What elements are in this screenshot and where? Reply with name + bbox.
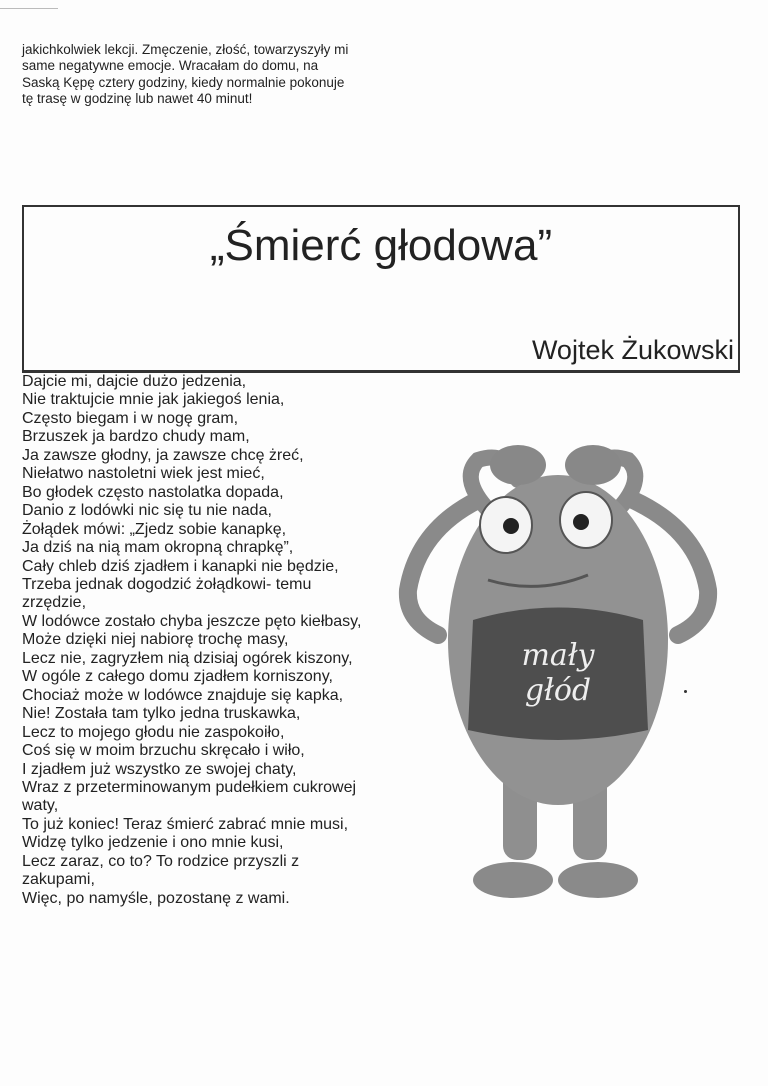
poem-body [22, 373, 361, 908]
poem-line: Chociaż może w lodówce znajduje się kapka, [22, 686, 344, 704]
intro-line: Saską Kępę cztery godziny, kiedy normalnie pokonuje [22, 74, 345, 90]
intro-line: tę trasę w godzinę lub nawet 40 minut! [22, 90, 253, 106]
poem-line: Lecz nie, zagryzłem nią dzisiaj ogórek kiszony, [22, 649, 353, 667]
poem-line: zrzędzie, [22, 594, 87, 612]
hungry-frog-illustration [398, 420, 728, 920]
poem-line: Więc, po namyśle, pozostanę z wami. [22, 889, 290, 907]
poem-line: zakupami, [22, 871, 95, 889]
poem-line: Ja zawsze głodny, ja zawsze chcę żreć, [22, 446, 304, 464]
shirt-text-glod: głód [524, 673, 592, 708]
poem-line: Niełatwo nastoletni wiek jest mieć, [22, 465, 265, 483]
intro-line: same negatywne emocje. Wracałam do domu, na [22, 58, 319, 74]
poem-line: Może dzięki niej nabiorę trochę masy, [22, 631, 289, 649]
poem-line: To już koniec! Teraz śmierć zabrać mnie musi, [22, 815, 349, 833]
poem-line: Nie! Została tam tylko jedna truskawka, [22, 705, 301, 723]
poem-line: waty, [22, 797, 59, 815]
poem-line: Lecz to mojego głodu nie zaspokoiło, [22, 723, 285, 741]
scan-speck [684, 690, 687, 693]
title-box [22, 205, 740, 373]
poem-line: Danio z lodówki nic się tu nie nada, [22, 502, 272, 520]
poem-line: Widzę tylko jedzenie i ono mnie kusi, [22, 834, 284, 852]
poem-line: Ja dziś na nią mam okropną chrapkę”, [22, 539, 294, 557]
intro-paragraph [22, 42, 442, 107]
poem-line: W lodówce zostało chyba jeszcze pęto kiełbasy, [22, 612, 362, 630]
poem-line: Wraz z przeterminowanym pudełkiem cukrowej [22, 778, 357, 796]
intro-line: jakichkolwiek lekcji. Zmęczenie, złość, towarzyszyły mi [22, 42, 349, 57]
poem-line: Nie traktujcie mnie jak jakiegoś lenia, [22, 391, 285, 409]
scan-edge-line [0, 8, 58, 9]
poem-line: Dajcie mi, dajcie dużo jedzenia, [22, 373, 247, 390]
poem-line: Często biegam i w nogę gram, [22, 409, 239, 427]
poem-line: I zjadłem już wszystko ze swojej chaty, [22, 760, 297, 778]
poem-line: Brzuszek ja bardzo chudy mam, [22, 428, 250, 446]
poem-author: Wojtek Żukowski [531, 335, 734, 365]
poem-title: „Śmierć głodowa” [209, 221, 553, 270]
poem-line: Coś się w moim brzuchu skręcało i wiło, [22, 742, 305, 760]
poem-line: Bo głodek często nastolatka dopada, [22, 483, 284, 501]
poem-line: W ogóle z całego domu zjadłem korniszony, [22, 668, 333, 686]
poem-line: Trzeba jednak dogodzić żołądkowi- temu [22, 575, 312, 593]
poem-line: Lecz zaraz, co to? To rodzice przyszli z [22, 852, 300, 870]
shirt-text-maly: mały [521, 638, 595, 673]
poem-line: Żołądek mówi: „Zjedz sobie kanapkę, [22, 520, 287, 538]
poem-line: Cały chleb dziś zjadłem i kanapki nie będzie, [22, 557, 339, 575]
